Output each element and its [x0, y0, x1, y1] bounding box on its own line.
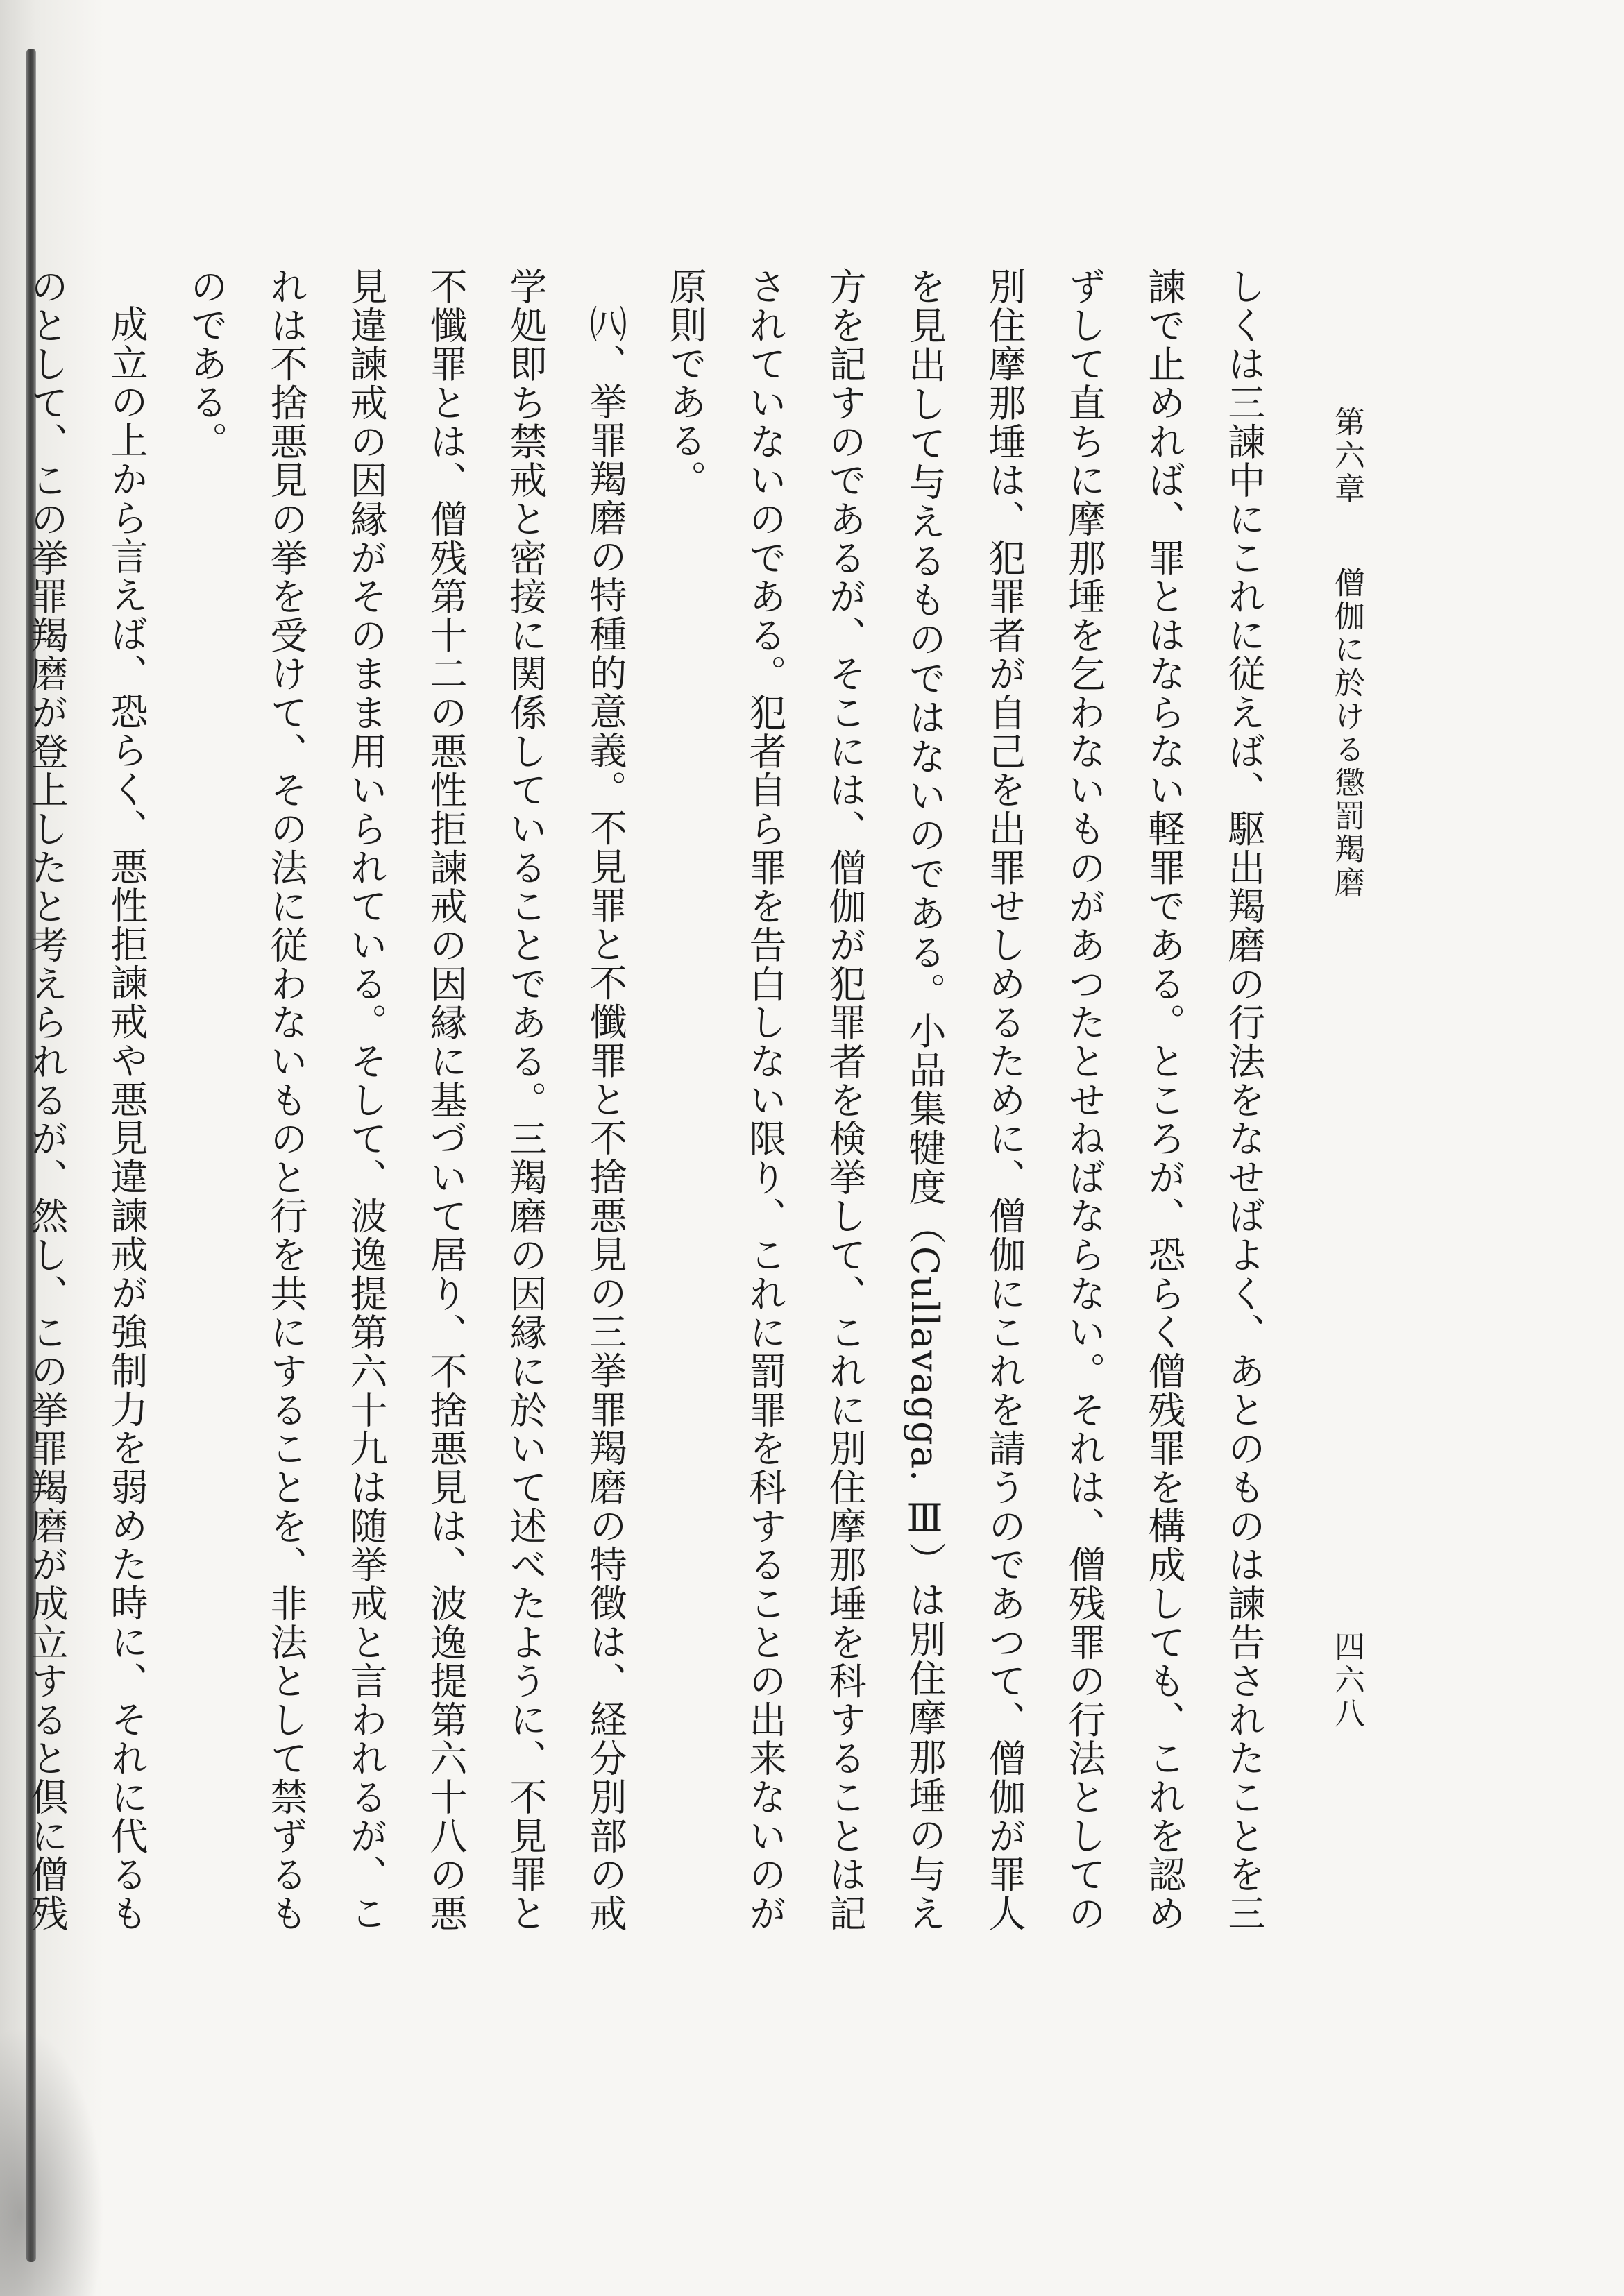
- body-text: [25, 267, 1284, 1932]
- running-header: [1326, 406, 1367, 900]
- paragraph-1: しくは三諫中にこれに従えば、駆出羯磨の行法をなせばよく、あとのものは諫告されたことを三諫で止めれば、罪とはならない軽罪である。ところが、恐らく僧残罪を構成しても、これを認めずして直ちに摩那埵を乞わないものがあつたとせねばならない。それは、僧残罪の行法としての別住摩那埵は、犯罪者が自己を出罪せしめるために、僧伽にこれを請うのであつて、僧伽が罪人を見出して与えるものではないのである。小品集犍度（Cullavagga. Ⅲ）は別住摩那埵の与え方を記すのであるが、そこには、僧伽が犯罪者を検挙して、これに別住摩那埵を科することは記されていないのである。犯者自ら罪を告白しない限り、これに罰罪を科することの出来ないのが原則である。: [663, 267, 1266, 1932]
- chapter-title: 僧伽に於ける懲罰羯磨: [1329, 567, 1364, 900]
- chapter-label: 第六章: [1329, 406, 1364, 506]
- page-number: 四六八: [1329, 1631, 1364, 1730]
- paragraph-3: 成立の上から言えば、恐らく、悪性拒諫戒や悪見違諫戒が強制力を弱めた時に、それに代るものとして、この挙罪羯磨が登上したと考えられるが、然し、この挙罪羯磨が成立すると倶に僧残: [25, 267, 149, 1932]
- paragraph-2: ㈧、挙罪羯磨の特種的意義。不見罪と不懺罪と不捨悪見の三挙罪羯磨の特徴は、経分別部の戒学処即ち禁戒と密接に関係していることである。三羯磨の因縁に於いて述べたように、不見罪と不懺罪とは、僧残第十二の悪性拒諫戒の因縁に基づいて居り、不捨悪見は、波逸提第六十八の悪見違諫戒の因縁がそのまま用いられている。そして、波逸提第六十九は随挙戒と言われるが、これは不捨悪見の挙を受けて、その法に従わないものと行を共にすることを、非法として禁ずるものである。: [185, 267, 627, 1932]
